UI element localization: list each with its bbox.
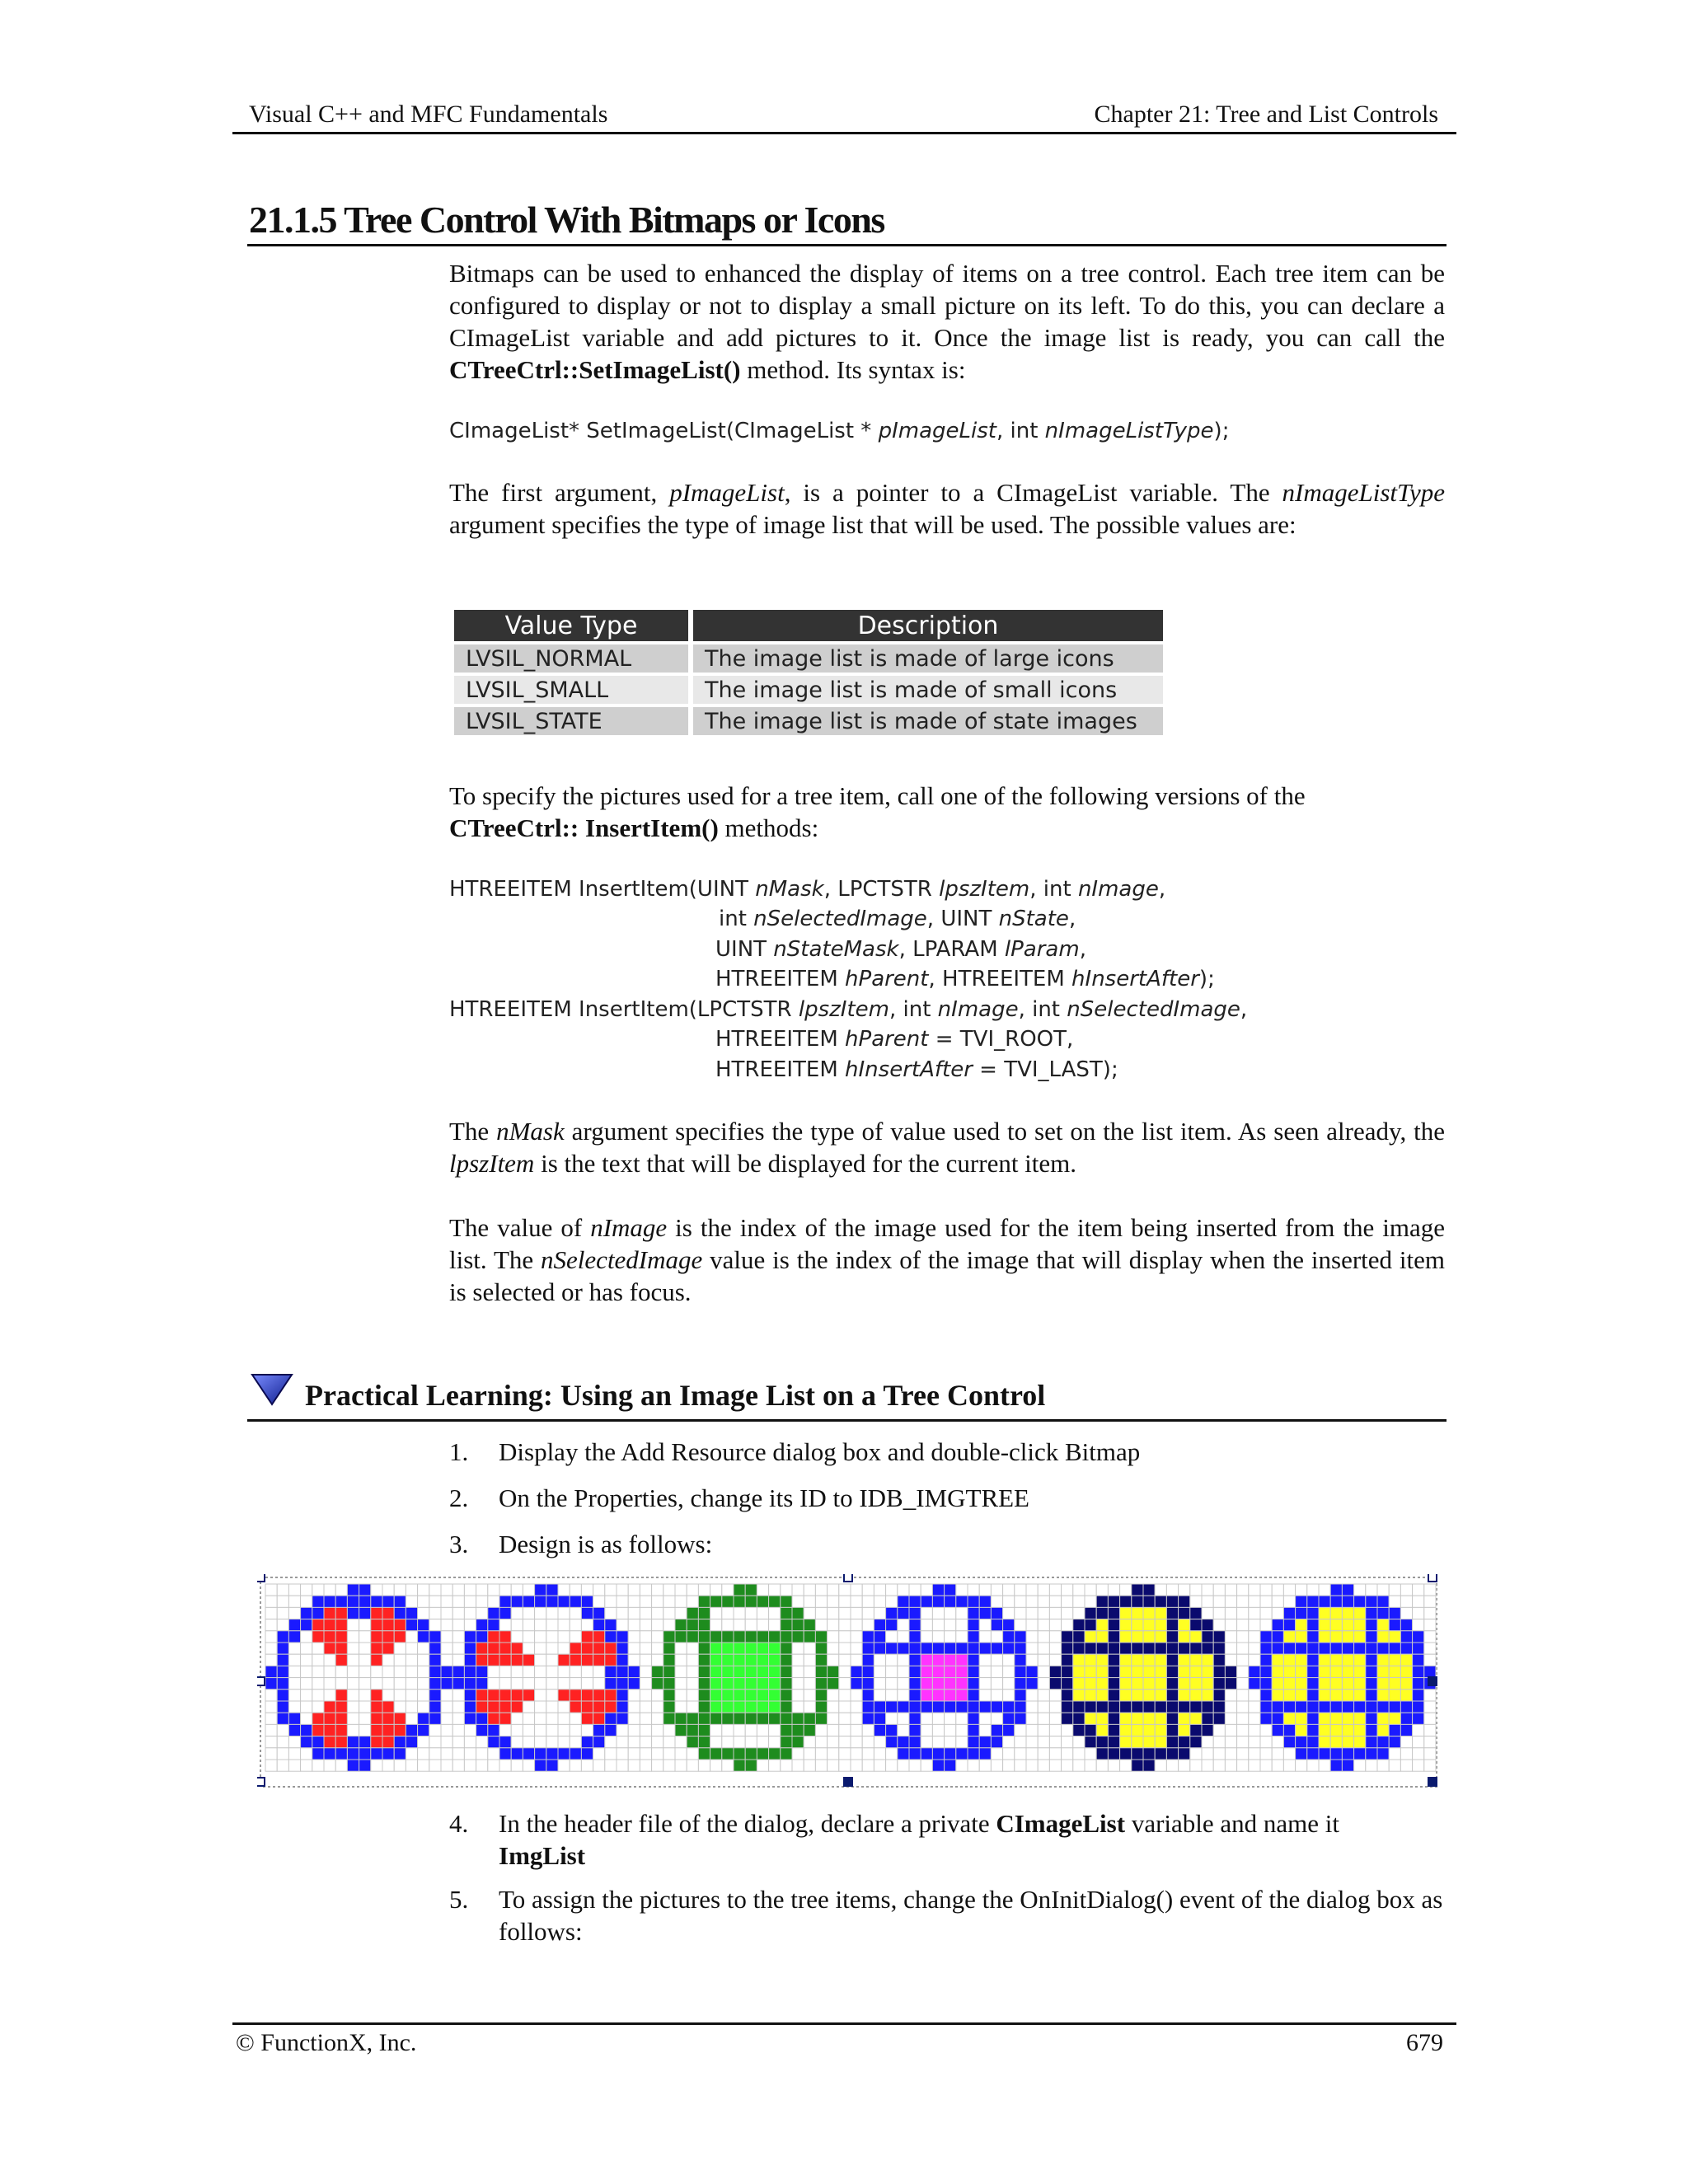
syntax-insertitem-2: HTREEITEM InsertItem(LPCTSTR lpszItem, int nImage, int nSelectedImage, — [449, 997, 1248, 1022]
step-text: On the Properties, change its ID to IDB_IMGTREE — [499, 1483, 1029, 1512]
table-row — [454, 676, 1163, 704]
header-right: Chapter 21: Tree and List Controls — [1094, 101, 1438, 128]
intro-text-end: method. Its syntax is: — [740, 355, 966, 384]
table-header-value-type: Value Type — [454, 610, 688, 641]
insertitem-intro: To specify the pictures used for a tree item, call one of the following versions of the CTreeCtrl:: InsertItem() methods: — [449, 781, 1306, 842]
practical-learning-title: Practical Learning: Using an Image List on a Tree Control — [305, 1379, 1046, 1412]
footer-left: © FunctionX, Inc. — [236, 2029, 417, 2056]
practical-rule — [247, 1419, 1447, 1422]
table-row — [454, 644, 1163, 673]
step-text: Design is as follows: — [499, 1530, 713, 1558]
resize-handle — [257, 1677, 265, 1685]
table-cell: The image list is made of state images — [693, 707, 1163, 735]
page-number: 679 — [1406, 2029, 1443, 2056]
practical-learning-arrow-icon — [251, 1371, 293, 1408]
syntax-insertitem-1-line3: UINT nStateMask, LPARAM lParam, — [715, 937, 1086, 962]
footer-rule — [232, 2022, 1456, 2025]
resize-handle — [844, 1574, 852, 1582]
header-left: Visual C++ and MFC Fundamentals — [249, 101, 608, 128]
step-text: In the header file of the dialog, declare a private CImageList variable and name it ImgList — [499, 1809, 1340, 1870]
image-list-type-table — [449, 607, 1168, 738]
header-rule — [232, 132, 1456, 134]
step-number: 3. — [449, 1530, 469, 1558]
syntax-setimagelist: CImageList* SetImageList(CImageList * pImageList, int nImageListType); — [449, 419, 1230, 443]
step-number: 1. — [449, 1437, 469, 1466]
args-paragraph: The first argument, pImageList, is a pointer to a CImageList variable. The nImageListType argument specifies the type of image list that will be used. The possible values are: — [449, 478, 1446, 539]
table-cell: LVSIL_STATE — [454, 707, 688, 735]
syntax-insertitem-2-line3: HTREEITEM hInsertAfter = TVI_LAST); — [715, 1057, 1118, 1082]
syntax-insertitem-1-line4: HTREEITEM hParent, HTREEITEM hInsertAfter); — [715, 967, 1215, 991]
table-cell: The image list is made of small icons — [693, 676, 1163, 704]
step-number: 4. — [449, 1809, 469, 1838]
resize-handle — [257, 1778, 265, 1786]
intro-text: Bitmaps can be used to enhanced the display of items on a tree control. Each tree item can be configured to display or not to display a small picture on its left. To do this, you can declare a CImageList variable and add pictures to it. Once the image list is ready, you can call the — [449, 259, 1445, 352]
resize-handle — [1428, 1574, 1437, 1582]
syntax-insertitem-1: HTREEITEM InsertItem(UINT nMask, LPCTSTR lpszItem, int nImage, — [449, 877, 1166, 902]
step-number: 5. — [449, 1885, 469, 1914]
step-text: Display the Add Resource dialog box and double-click Bitmap — [499, 1437, 1141, 1466]
intro-method: CTreeCtrl::SetImageList() — [449, 355, 741, 384]
nmask-paragraph: The nMask argument specifies the type of value used to set on the list item. As seen already, the lpszItem is the text that will be displayed for the current item. — [449, 1117, 1445, 1178]
syntax-insertitem-2-line2: HTREEITEM hParent = TVI_ROOT, — [715, 1027, 1074, 1052]
resize-handle — [844, 1778, 852, 1786]
intro-paragraph — [449, 257, 1445, 386]
resize-handle — [1428, 1778, 1437, 1786]
table-cell: LVSIL_NORMAL — [454, 644, 688, 673]
section-title: 21.1.5 Tree Control With Bitmaps or Icons — [249, 199, 884, 241]
section-title-rule — [247, 244, 1447, 246]
resize-handle — [1428, 1677, 1437, 1685]
table-cell: LVSIL_SMALL — [454, 676, 688, 704]
step-text: To assign the pictures to the tree items, change the OnInitDialog() event of the dialog box as follows: — [499, 1885, 1443, 1946]
syntax-insertitem-1-line2: int nSelectedImage, UINT nState, — [719, 907, 1076, 931]
bitmap-editor-canvas[interactable] — [257, 1574, 1440, 1790]
step-number: 2. — [449, 1483, 469, 1512]
table-header-description: Description — [693, 610, 1163, 641]
pixel-grid — [265, 1584, 1436, 1771]
table-row — [454, 707, 1163, 735]
table-cell: The image list is made of large icons — [693, 644, 1163, 673]
nimage-paragraph: The value of nImage is the index of the image used for the item being inserted from the image list. The nSelectedImage value is the index of the image that will display when the inserted item is selected or has focus. — [449, 1213, 1446, 1306]
resize-handle — [257, 1574, 265, 1582]
